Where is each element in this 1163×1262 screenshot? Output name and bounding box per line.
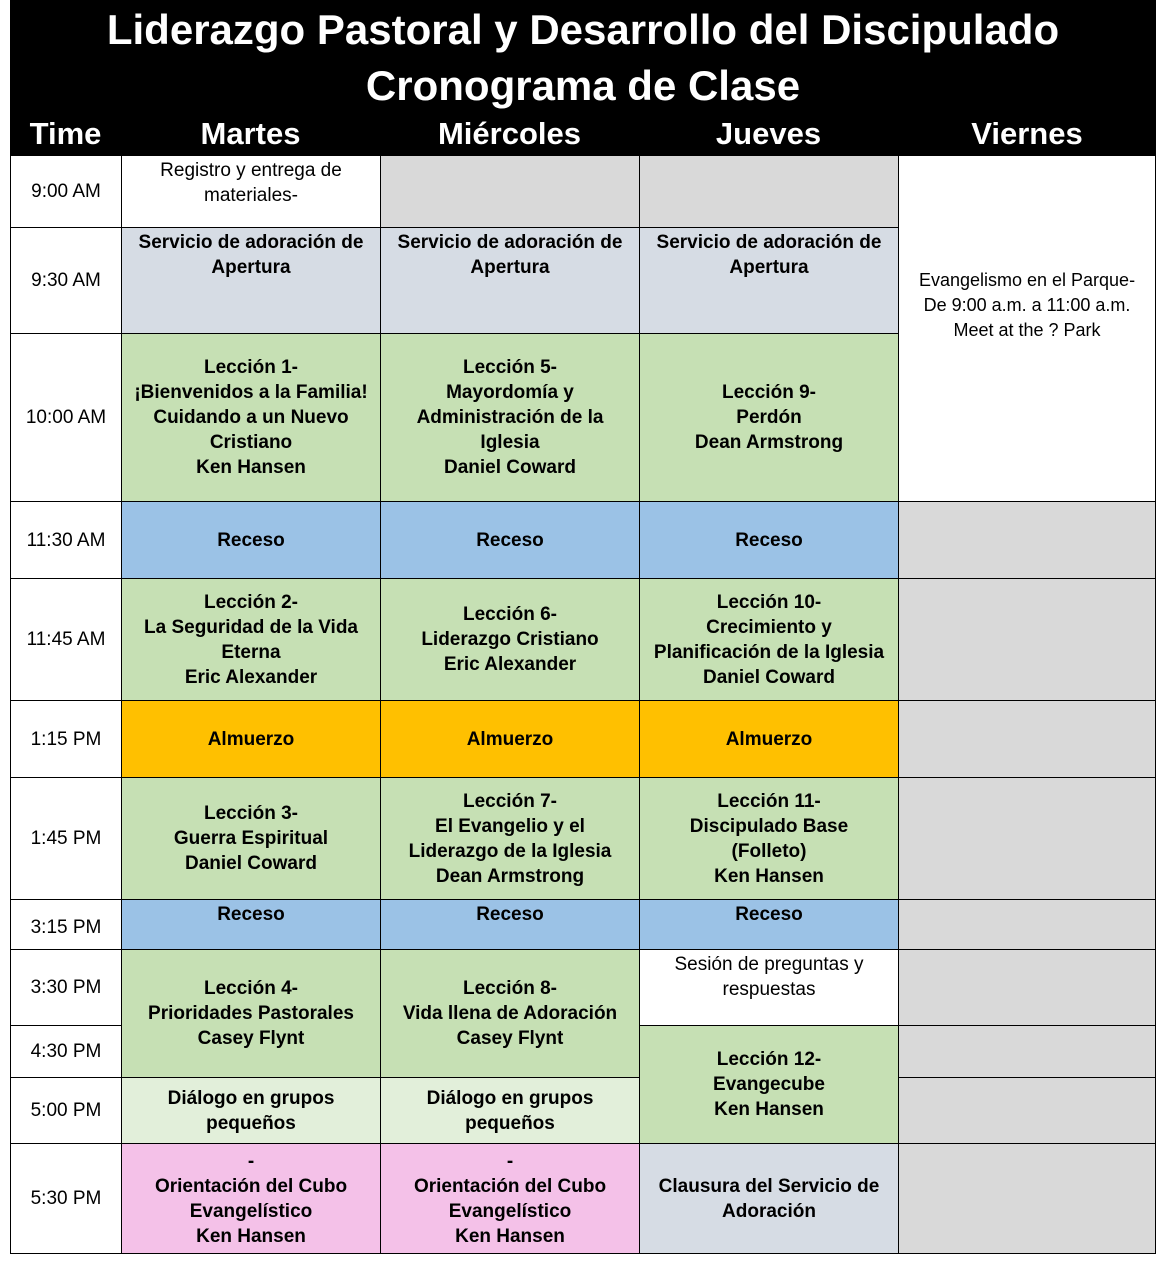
time-cell: 5:00 PM <box>10 1078 122 1144</box>
martes-registro-cell: Registro y entrega de materiales- <box>122 156 381 228</box>
time-cell: 11:45 AM <box>10 579 122 701</box>
viernes-empty-cell <box>899 1026 1156 1078</box>
viernes-evangelismo-cell: Evangelismo en el Parque- De 9:00 a.m. a 11:00 a.m. Meet at the ? Park <box>899 156 1156 502</box>
viernes-empty-cell <box>899 900 1156 950</box>
viernes-empty-cell <box>899 778 1156 900</box>
jueves-preguntas-cell: Sesión de preguntas y respuestas <box>640 950 899 1026</box>
martes-almuerzo-cell: Almuerzo <box>122 701 381 778</box>
time-cell: 1:45 PM <box>10 778 122 900</box>
time-cell: 3:30 PM <box>10 950 122 1026</box>
viernes-empty-cell <box>899 502 1156 579</box>
jueves-leccion-9-cell: Lección 9- Perdón Dean Armstrong <box>640 334 899 502</box>
viernes-empty-cell <box>899 579 1156 701</box>
jueves-receso-cell: Receso <box>640 502 899 579</box>
column-header-viernes: Viernes <box>971 116 1083 151</box>
column-header-miercoles: Miércoles <box>437 116 581 151</box>
miercoles-receso-cell: Receso <box>381 502 640 579</box>
martes-receso-2-cell: Receso <box>122 900 381 950</box>
jueves-empty-cell <box>640 156 899 228</box>
title-line-2: Cronograma de Clase <box>365 62 801 109</box>
martes-leccion-3-cell: Lección 3- Guerra Espiritual Daniel Coward <box>122 778 381 900</box>
jueves-clausura-cell: Clausura del Servicio de Adoración <box>640 1144 899 1254</box>
miercoles-empty-cell <box>381 156 640 228</box>
martes-leccion-2-cell: Lección 2- La Seguridad de la Vida Eterna Eric Alexander <box>122 579 381 701</box>
miercoles-dialogo-cell: Diálogo en grupos pequeños <box>381 1078 640 1144</box>
time-cell: 9:00 AM <box>10 156 122 228</box>
jueves-leccion-10-cell: Lección 10- Crecimiento y Planificación de la Iglesia Daniel Coward <box>640 579 899 701</box>
time-cell: 5:30 PM <box>10 1144 122 1254</box>
miercoles-receso-2-cell: Receso <box>381 900 640 950</box>
column-header-martes: Martes <box>200 116 301 151</box>
martes-leccion-1-cell: Lección 1- ¡Bienvenidos a la Familia! Cuidando a un Nuevo Cristiano Ken Hansen <box>122 334 381 502</box>
miercoles-almuerzo-cell: Almuerzo <box>381 701 640 778</box>
martes-servicio-cell: Servicio de adoración de Apertura <box>122 228 381 334</box>
martes-receso-cell: Receso <box>122 502 381 579</box>
miercoles-leccion-7-cell: Lección 7- El Evangelio y el Liderazgo de la Iglesia Dean Armstrong <box>381 778 640 900</box>
header-banner <box>10 0 1156 156</box>
time-cell: 11:30 AM <box>10 502 122 579</box>
viernes-empty-cell <box>899 701 1156 778</box>
jueves-almuerzo-cell: Almuerzo <box>640 701 899 778</box>
jueves-receso-2-cell: Receso <box>640 900 899 950</box>
jueves-leccion-12-cell: Lección 12- Evangecube Ken Hansen <box>640 1026 899 1144</box>
viernes-empty-cell <box>899 1144 1156 1254</box>
time-cell: 4:30 PM <box>10 1026 122 1078</box>
title-line-1: Liderazgo Pastoral y Desarrollo del Discipulado <box>106 6 1060 53</box>
time-cell: 9:30 AM <box>10 228 122 334</box>
miercoles-leccion-8-cell: Lección 8- Vida llena de Adoración Casey Flynt <box>381 950 640 1078</box>
time-cell: 1:15 PM <box>10 701 122 778</box>
column-header-time: Time <box>29 116 102 151</box>
schedule-sheet <box>10 0 1156 1253</box>
miercoles-orientacion-cell: - Orientación del Cubo Evangelístico Ken Hansen <box>381 1144 640 1254</box>
martes-dialogo-cell: Diálogo en grupos pequeños <box>122 1078 381 1144</box>
viernes-empty-cell <box>899 950 1156 1026</box>
miercoles-leccion-6-cell: Lección 6- Liderazgo Cristiano Eric Alexander <box>381 579 640 701</box>
martes-leccion-4-cell: Lección 4- Prioridades Pastorales Casey Flynt <box>122 950 381 1078</box>
miercoles-leccion-5-cell: Lección 5- Mayordomía y Administración de la Iglesia Daniel Coward <box>381 334 640 502</box>
jueves-servicio-cell: Servicio de adoración de Apertura <box>640 228 899 334</box>
martes-orientacion-cell: - Orientación del Cubo Evangelístico Ken Hansen <box>122 1144 381 1254</box>
jueves-leccion-11-cell: Lección 11- Discipulado Base (Folleto) Ken Hansen <box>640 778 899 900</box>
column-header-jueves: Jueves <box>715 116 822 151</box>
time-cell: 3:15 PM <box>10 900 122 950</box>
time-cell: 10:00 AM <box>10 334 122 502</box>
miercoles-servicio-cell: Servicio de adoración de Apertura <box>381 228 640 334</box>
viernes-empty-cell <box>899 1078 1156 1144</box>
